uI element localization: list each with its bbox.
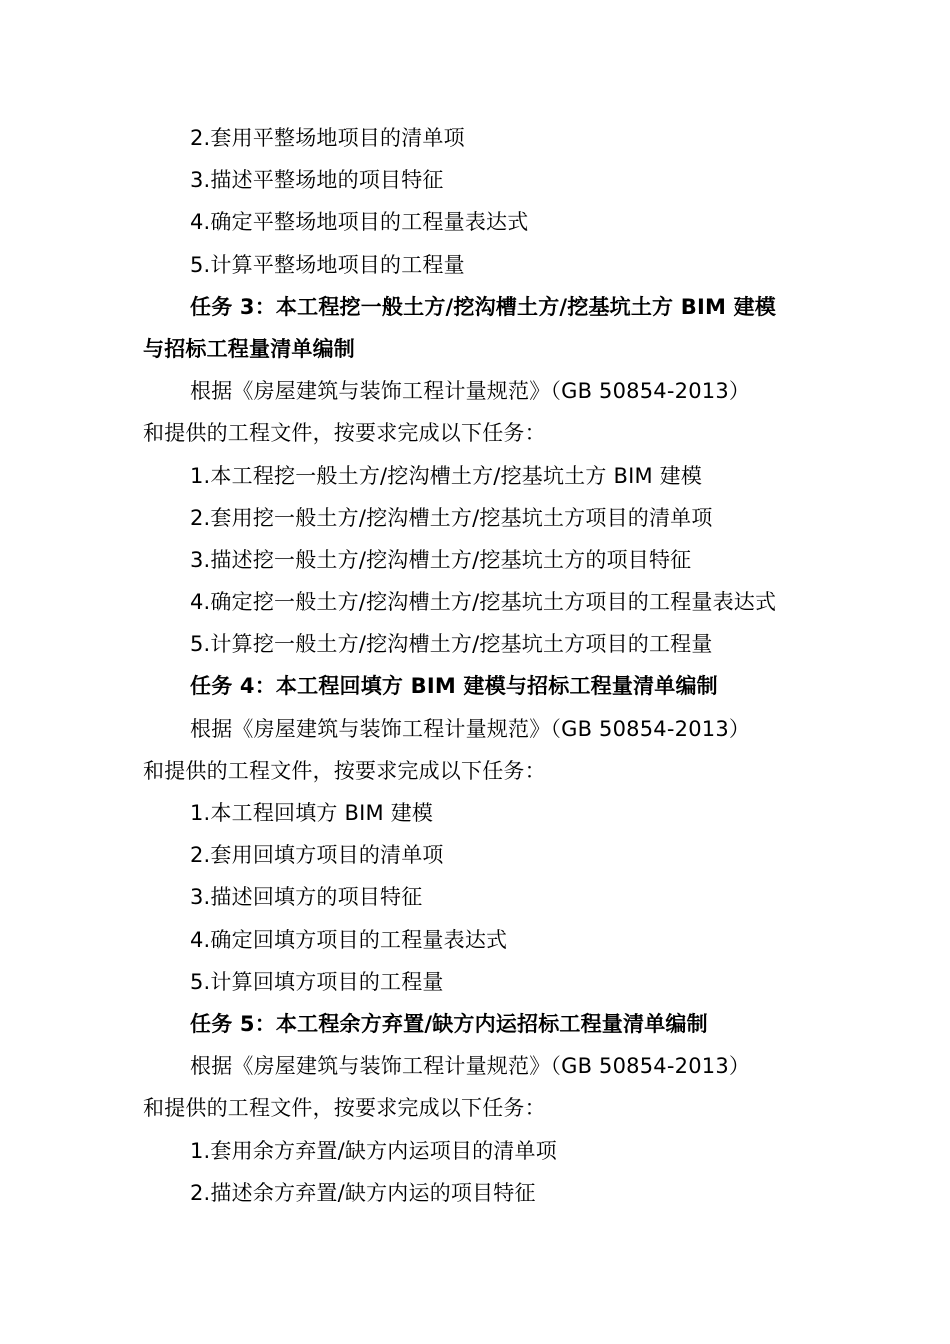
task3-intro-cont: 和提供的工程文件，按要求完成以下任务： [143, 421, 546, 446]
task2-step-4: 4.确定平整场地项目的工程量表达式 [190, 210, 529, 235]
task4-step-1: 1.本工程回填方 BIM 建模 [190, 801, 434, 825]
task5-heading: 任务 5：本工程余方弃置/缺方内运招标工程量清单编制 [190, 1011, 708, 1036]
task4-intro: 根据《房屋建筑与装饰工程计量规范》（GB 50854-2013） [190, 716, 751, 741]
task4-step-4: 4.确定回填方项目的工程量表达式 [190, 927, 508, 952]
task2-step-5: 5.计算平整场地项目的工程量 [190, 252, 465, 277]
task4-intro-cont: 和提供的工程文件，按要求完成以下任务： [143, 758, 546, 783]
task5-step-2: 2.描述余方弃置/缺方内运的项目特征 [190, 1180, 536, 1205]
task2-step-3: 3.描述平整场地的项目特征 [190, 168, 444, 193]
task3-step-3: 3.描述挖一般土方/挖沟槽土方/挖基坑土方的项目特征 [190, 547, 692, 572]
document-body [143, 117, 813, 1214]
task3-step-5: 5.计算挖一般土方/挖沟槽土方/挖基坑土方项目的工程量 [190, 632, 713, 657]
task3-step-2: 2.套用挖一般土方/挖沟槽土方/挖基坑土方项目的清单项 [190, 505, 713, 530]
task3-step-4: 4.确定挖一般土方/挖沟槽土方/挖基坑土方项目的工程量表达式 [190, 590, 777, 615]
task3-intro: 根据《房屋建筑与装饰工程计量规范》（GB 50854-2013） [190, 379, 751, 404]
task5-intro: 根据《房屋建筑与装饰工程计量规范》（GB 50854-2013） [190, 1054, 751, 1079]
task3-step-1: 1.本工程挖一般土方/挖沟槽土方/挖基坑土方 BIM 建模 [190, 463, 703, 488]
task3-heading-cont: 与招标工程量清单编制 [143, 336, 355, 361]
task4-step-5: 5.计算回填方项目的工程量 [190, 969, 444, 994]
task4-heading: 任务 4：本工程回填方 BIM 建模与招标工程量清单编制 [190, 674, 718, 699]
task2-step-2: 2.套用平整场地项目的清单项 [190, 126, 465, 150]
task3-heading: 任务 3：本工程挖一般土方/挖沟槽土方/挖基坑土方 BIM 建模 [190, 294, 776, 319]
task5-intro-cont: 和提供的工程文件，按要求完成以下任务： [143, 1096, 546, 1121]
task4-step-3: 3.描述回填方的项目特征 [190, 885, 423, 910]
task4-step-2: 2.套用回填方项目的清单项 [190, 843, 444, 868]
task5-step-1: 1.套用余方弃置/缺方内运项目的清单项 [190, 1138, 557, 1163]
